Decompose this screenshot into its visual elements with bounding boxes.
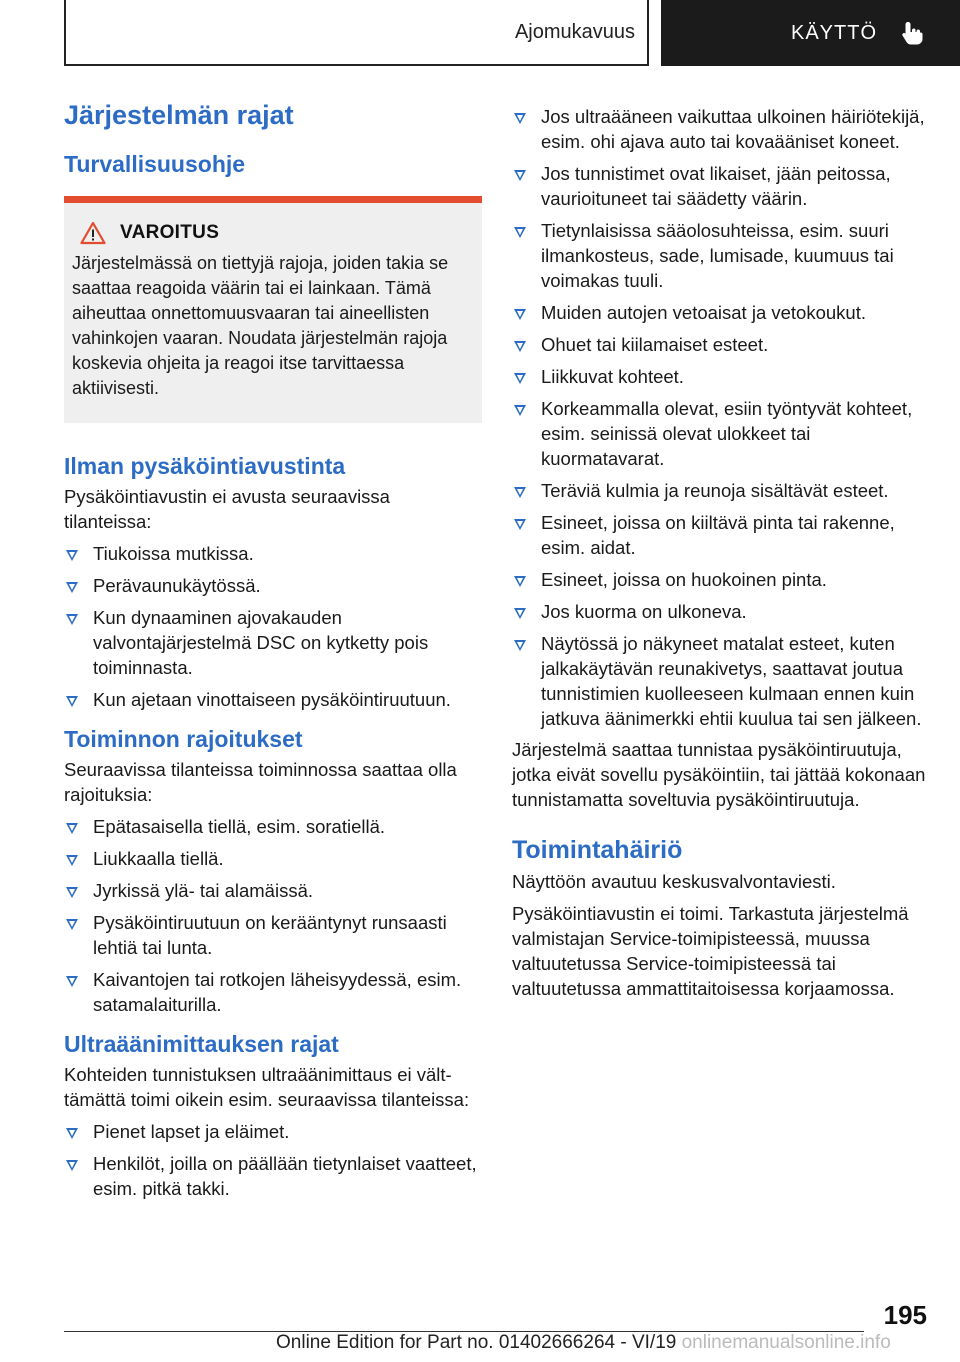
list-item: Tiukoissa mutkissa. bbox=[64, 541, 482, 566]
bullet-list bbox=[512, 104, 930, 731]
list-item: Kaivantojen tai rotkojen läheisyydessä, esim. satamalaiturilla. bbox=[64, 967, 482, 1017]
warning-triangle-icon bbox=[80, 221, 106, 245]
section-intro: Seuraavissa tilanteissa toiminnossa saattaa olla rajoituksia: bbox=[64, 759, 457, 805]
section-tab bbox=[64, 0, 649, 66]
list-item: Jos ultraääneen vaikuttaa ulkoinen häiriötekijä, esim. ohi ajava auto tai kovaääniset koneet. bbox=[512, 104, 930, 154]
section-intro: Kohteiden tunnistuksen ultraäänimittaus ei välttämättä toimi oikein esim. seuraavissa tilanteissa: bbox=[64, 1064, 470, 1110]
outro-paragraph: Järjestelmä saattaa tunnistaa pysäköintiruutuja, jotka eivät sovellu pysäköintiin, tai jättää kokonaan tunnistamatta soveltuvia pysäköintiruutuja. bbox=[512, 739, 926, 810]
list-item: Tietynlaisissa sääolosuhteissa, esim. suuri ilmankosteus, sade, lumisade, kuumuus tai voimakas tuuli. bbox=[512, 218, 930, 293]
list-item: Muiden autojen vetoaisat ja vetokoukut. bbox=[512, 300, 930, 325]
watermark-text: onlinemanualsonline.info bbox=[681, 1332, 891, 1353]
page-header bbox=[64, 0, 960, 66]
warning-text: Järjestelmässä on tiettyjä rajoja, joiden takia se saattaa reagoida väärin tai ei lainkaan. Tämä aiheuttaa onnettomuusvaaran tai aineellisten vahinkojen vaaran. Noudata järjestelmän rajoja koskevia ohjeita ja reagoi itse tarvittaessa aktiivisesti. bbox=[72, 253, 449, 398]
bullet-list bbox=[64, 1119, 482, 1201]
section-function-limits bbox=[64, 726, 482, 1017]
warning-header bbox=[80, 221, 474, 245]
left-column bbox=[64, 100, 482, 1213]
section-heading: Ultraäänimittauksen rajat bbox=[64, 1031, 339, 1057]
list-item: Kun ajetaan vinottaiseen pysäköintiruutuun. bbox=[64, 687, 482, 712]
warning-label: VAROITUS bbox=[120, 222, 220, 243]
list-item: Kun dynaaminen ajovakauden valvontajärjestelmä DSC on kytketty pois toiminnasta. bbox=[64, 605, 482, 680]
list-item: Korkeammalla olevat, esiin työntyvät kohteet, esim. seinissä olevat ulokkeet tai kuormatavarat. bbox=[512, 396, 930, 471]
list-item: Esineet, joissa on kiiltävä pinta tai rakenne, esim. aidat. bbox=[512, 510, 930, 560]
list-item: Henkilöt, joilla on päällään tietynlaiset vaatteet, esim. pitkä takki. bbox=[64, 1151, 482, 1201]
warning-box bbox=[64, 196, 482, 423]
section-malfunction bbox=[512, 836, 930, 1001]
bullet-list bbox=[64, 814, 482, 1017]
right-column bbox=[512, 100, 930, 1008]
section-intro: Pysäköintiavustin ei avusta seuraavissa tilanteissa: bbox=[64, 486, 390, 532]
section-heading: Toiminnon rajoitukset bbox=[64, 726, 303, 752]
malfunction-text: Näyttöön avautuu keskusvalvontaviesti. bbox=[512, 871, 836, 892]
list-item: Epätasaisella tiellä, esim. soratiellä. bbox=[64, 814, 482, 839]
safety-subtitle: Turvallisuusohje bbox=[64, 151, 246, 177]
list-item: Jos tunnistimet ovat likaiset, jään peitossa, vaurioituneet tai säädetty väärin. bbox=[512, 161, 930, 211]
section-title: Ajomukavuus bbox=[514, 20, 635, 43]
list-item: Pienet lapset ja eläimet. bbox=[64, 1119, 482, 1144]
category-tab bbox=[661, 0, 960, 66]
list-item: Liikkuvat kohteet. bbox=[512, 364, 930, 389]
list-item: Pysäköintiruutuun on kerääntynyt runsaasti lehtiä tai lunta. bbox=[64, 910, 482, 960]
list-item: Esineet, joissa on huokoinen pinta. bbox=[512, 567, 930, 592]
bullet-list bbox=[64, 541, 482, 712]
category-title: KÄYTTÖ bbox=[791, 21, 878, 44]
section-ultrasound-limits bbox=[64, 1031, 482, 1201]
hand-pointer-icon bbox=[899, 20, 925, 46]
list-item: Jyrkissä ylä- tai alamäissä. bbox=[64, 878, 482, 903]
page-title: Järjestelmän rajat bbox=[64, 100, 294, 130]
list-item: Liukkaalla tiellä. bbox=[64, 846, 482, 871]
page-number: 195 bbox=[883, 1300, 927, 1330]
list-item: Ohuet tai kiilamaiset esteet. bbox=[512, 332, 930, 357]
section-heading: Toimintahäiriö bbox=[512, 836, 683, 864]
malfunction-text: Pysäköintiavustin ei toimi. Tarkastuta järjestelmä valmistajan Service-toimipisteessä, muussa valtuutetussa Service-toimipisteessä tai valtuutetussa ammattitaitoisessa korjaamossa. bbox=[512, 903, 909, 999]
section-heading: Ilman pysäköintiavustinta bbox=[64, 453, 346, 479]
list-item: Näytössä jo näkyneet matalat esteet, kuten jalkakäytävän reunakivetys, saattavat joutua tunnistimien kuolleeseen kulmaan ennen kuin jatkuva äänimerkki ehtii kuulua tai sen jälkeen. bbox=[512, 631, 930, 731]
list-item: Teräviä kulmia ja reunoja sisältävät esteet. bbox=[512, 478, 930, 503]
list-item: Jos kuorma on ulkoneva. bbox=[512, 599, 930, 624]
section-without-assistant bbox=[64, 453, 482, 712]
list-item: Perävaunukäytössä. bbox=[64, 573, 482, 598]
footer-edition bbox=[276, 1332, 891, 1354]
edition-text: Online Edition for Part no. 01402666264 - VI/19 bbox=[276, 1332, 677, 1353]
